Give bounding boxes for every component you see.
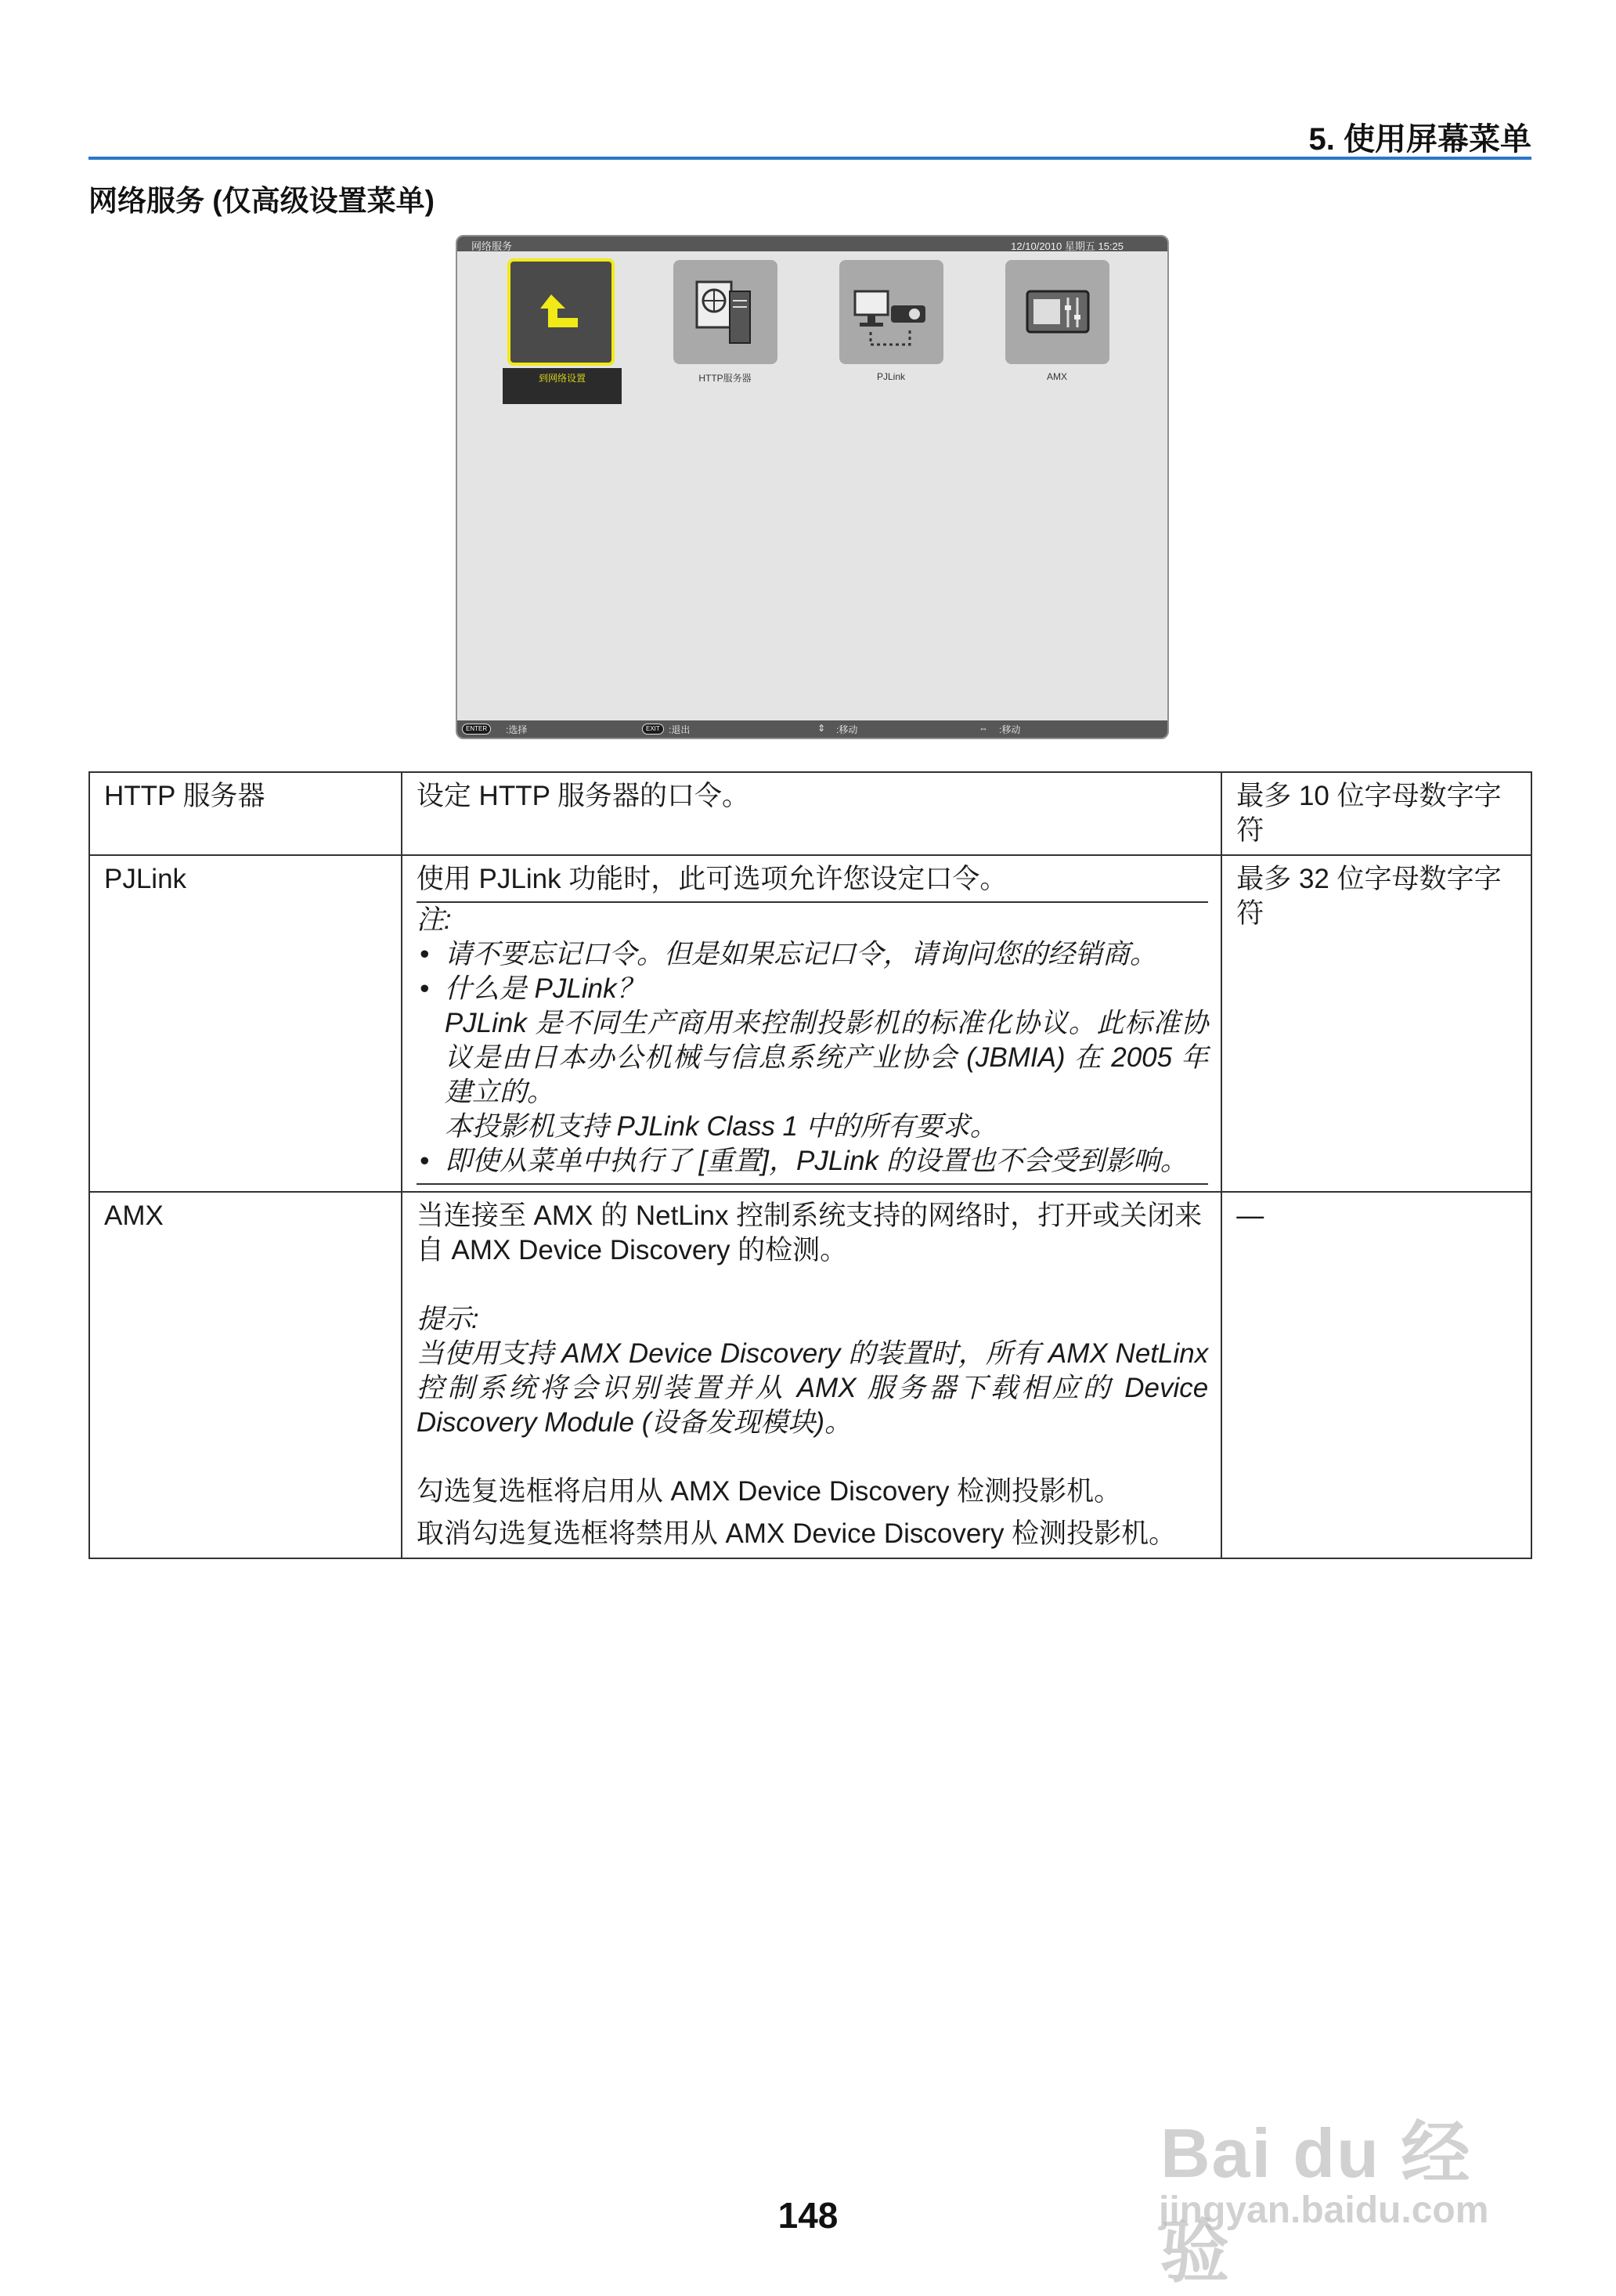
tile-amx[interactable] [1005,260,1109,364]
amx-desc: 当连接至 AMX 的 NetLinx 控制系统支持的网络时，打开或关闭来自 AMX Device Discovery 的检测。 [416,1200,1203,1265]
row-name: PJLink [89,855,402,1192]
osd-titlebar [457,236,1167,251]
exit-label: :退出 [669,724,691,735]
updown-label: :移动 [836,724,858,735]
tile-back-to-network[interactable] [507,258,615,366]
pjlink-icon [839,260,943,364]
updown-icon: ⇕ [817,723,826,734]
amx-hint-title: 提示: [416,1304,479,1334]
selected-label-box [503,368,622,404]
chapter-heading: 5. 使用屏幕菜单 [1308,122,1531,157]
row-limit: 最多 10 位字母数字字符 [1221,772,1531,855]
note-title: 注: [416,904,452,935]
row-name: HTTP 服务器 [89,772,402,855]
page-number: 148 [777,2195,839,2236]
osd-title: 网络服务 [471,240,513,252]
note-item: • 即使从菜单中执行了 [重置]，PJLink 的设置也不会受到影响。 [417,1144,1208,1179]
leftright-label: :移动 [999,724,1021,735]
table-row [89,772,1531,855]
tile-label-http: HTTP服务器 [698,373,752,384]
leftright-icon: ⇔ [979,723,988,734]
amx-icon [1005,260,1109,364]
watermark-site: jingyan.baidu.com [1159,2190,1489,2231]
http-server-icon [673,260,777,364]
table-row [89,855,1531,1192]
row-name: AMX [89,1192,402,1558]
row-desc: 设定 HTTP 服务器的口令。 [402,772,1221,855]
osd-datetime: 12/10/2010 星期五 15:25 [1011,240,1124,252]
settings-table [88,771,1532,1559]
exit-key: EXIT [642,724,664,735]
return-arrow-icon [510,262,611,363]
osd-footer [457,720,1167,738]
header-rule [88,157,1531,160]
tile-label-pjlink: PJLink [876,371,906,382]
note-text: PJLink 是不同生产商用来控制投影机的标准化协议。此标准协议是由日本办公机械与信息系统产业协会 (JBMIA) 在 2005 年建立的。 [444,1008,1209,1107]
osd-screenshot [456,235,1169,739]
row-limit: — [1221,1192,1531,1558]
tile-label-amx: AMX [1046,371,1067,382]
enter-label: :选择 [506,724,528,735]
enter-key: ENTER [462,724,491,735]
table-row [89,1192,1531,1558]
note-item: • 什么是 PJLink？ [417,972,1208,1006]
section-title: 网络服务 (仅高级设置菜单) [88,185,435,217]
note-text: 本投影机支持 PJLink Class 1 中的所有要求。 [444,1111,997,1142]
row-desc-amx [402,1192,1221,1558]
row-limit: 最多 32 位字母数字字符 [1221,855,1531,1192]
pjlink-desc: 使用 PJLink 功能时，此可选项允许您设定口令。 [416,864,1008,894]
pjlink-note [417,901,1208,1185]
watermark-brand: Bai du 经验 [1160,2114,1472,2291]
amx-check-off: 取消勾选复选框将禁用从 AMX Device Discovery 检测投影机。 [416,1518,1177,1549]
tile-label-back: 到网络设置 [538,373,586,384]
row-desc-pjlink [402,855,1221,1192]
amx-hint-text: 当使用支持 AMX Device Discovery 的装置时，所有 AMX NetLinx 控制系统将会识别装置并从 AMX 服务器下载相应的 Device Discovery Module (设备发现模块)。 [416,1338,1209,1438]
note-item: • 请不要忘记口令。但是如果忘记口令，请询问您的经销商。 [417,937,1208,972]
amx-check-on: 勾选复选框将启用从 AMX Device Discovery 检测投影机。 [416,1476,1122,1507]
tile-http-server[interactable] [673,260,777,364]
tile-pjlink[interactable] [839,260,943,364]
